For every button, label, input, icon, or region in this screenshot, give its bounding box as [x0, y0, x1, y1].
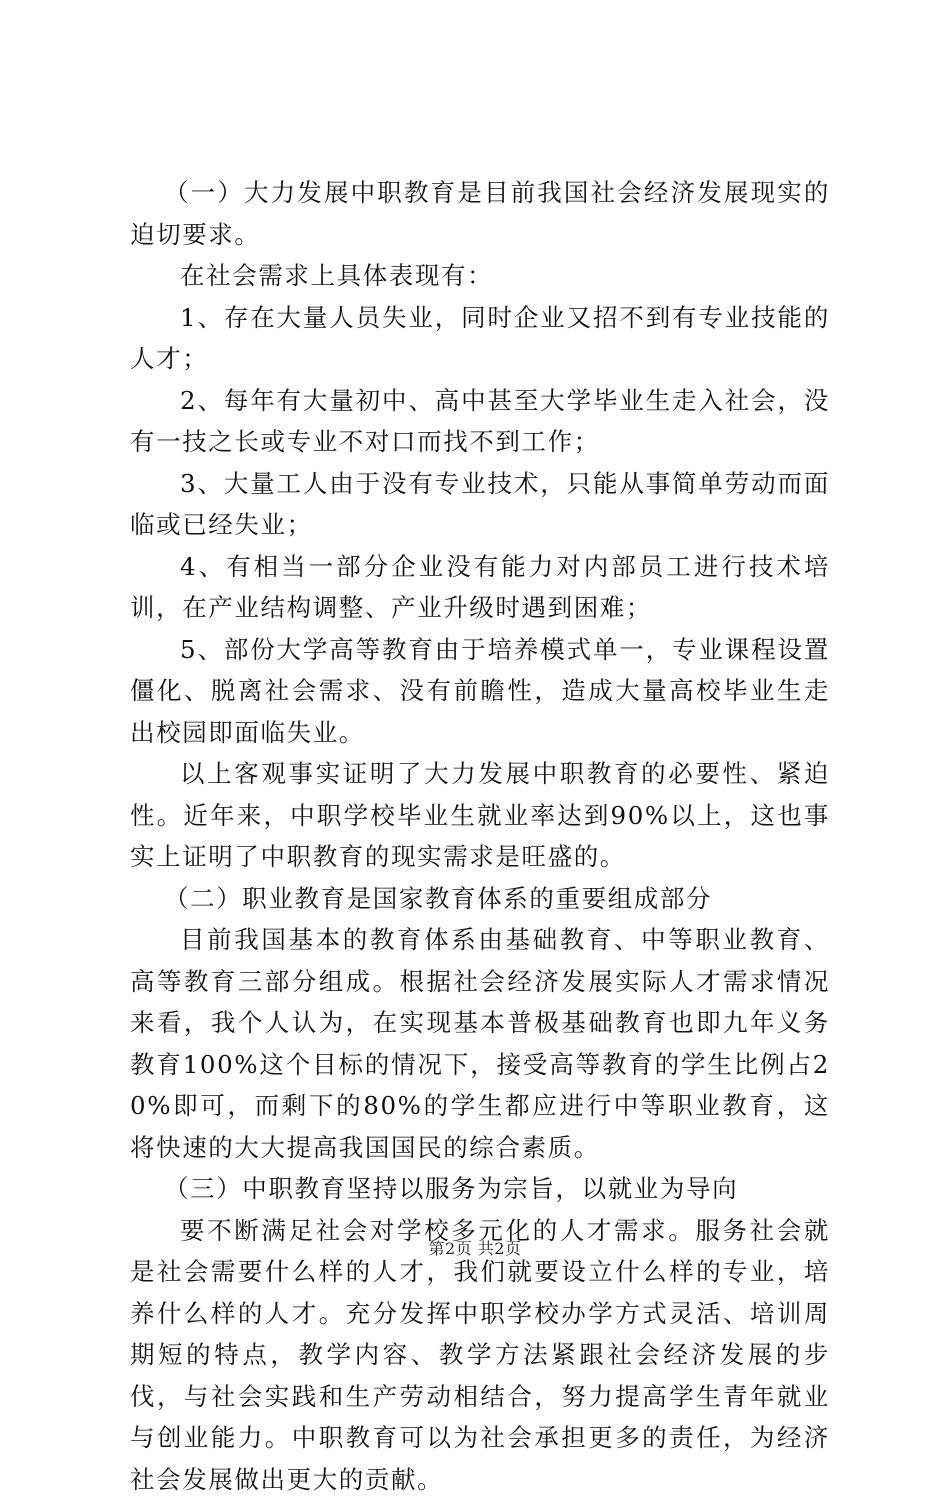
list-item-2: 2、每年有大量初中、高中甚至大学毕业生走入社会，没有一技之长或专业不对口而找不到工作； [130, 380, 830, 463]
list-item-4: 4、有相当一部分企业没有能力对内部员工进行技术培训，在产业结构调整、产业升级时遇到困难； [130, 546, 830, 629]
paragraph-intro: 在社会需求上具体表现有： [130, 255, 830, 297]
paragraph-section-3: 要不断满足社会对学校多元化的人才需求。服务社会就是社会需要什么样的人才，我们就要设立什么样的专业，培养什么样的人才。充分发挥中职学校办学方式灵活、培训周期短的特点，教学内容、教学方法紧跟社会经济发展的步伐，与社会实践和生产劳动相结合，努力提高学生青年就业与创业能力。中职教育可以为社会承担更多的责任，为经济社会发展做出更大的贡献。 [130, 1210, 830, 1500]
paragraph-conclusion-1: 以上客观事实证明了大力发展中职教育的必要性、紧迫性。近年来，中职学校毕业生就业率达到90%以上，这也事实上证明了中职教育的现实需求是旺盛的。 [130, 753, 830, 878]
section-heading-3: （三）中职教育坚持以服务为宗旨，以就业为导向 [130, 1168, 830, 1210]
page-footer: 第2页 共2页 [0, 1236, 950, 1259]
list-item-5: 5、部份大学高等教育由于培养模式单一，专业课程设置僵化、脱离社会需求、没有前瞻性，造成大量高校毕业生走出校园即面临失业。 [130, 629, 830, 754]
list-item-1: 1、存在大量人员失业，同时企业又招不到有专业技能的人才； [130, 297, 830, 380]
paragraph-section-2: 目前我国基本的教育体系由基础教育、中等职业教育、高等教育三部分组成。根据社会经济发展实际人才需求情况来看，我个人认为，在实现基本普极基础教育也即九年义务教育100%这个目标的情况下，接受高等教育的学生比例占20%即可，而剩下的80%的学生都应进行中等职业教育，这将快速的大大提高我国国民的综合素质。 [130, 919, 830, 1168]
section-heading-2: （二）职业教育是国家教育体系的重要组成部分 [130, 878, 830, 920]
document-body [130, 172, 830, 1500]
section-heading-1: （一）大力发展中职教育是目前我国社会经济发展现实的迫切要求。 [130, 172, 830, 255]
list-item-3: 3、大量工人由于没有专业技术，只能从事简单劳动而面临或已经失业； [130, 463, 830, 546]
